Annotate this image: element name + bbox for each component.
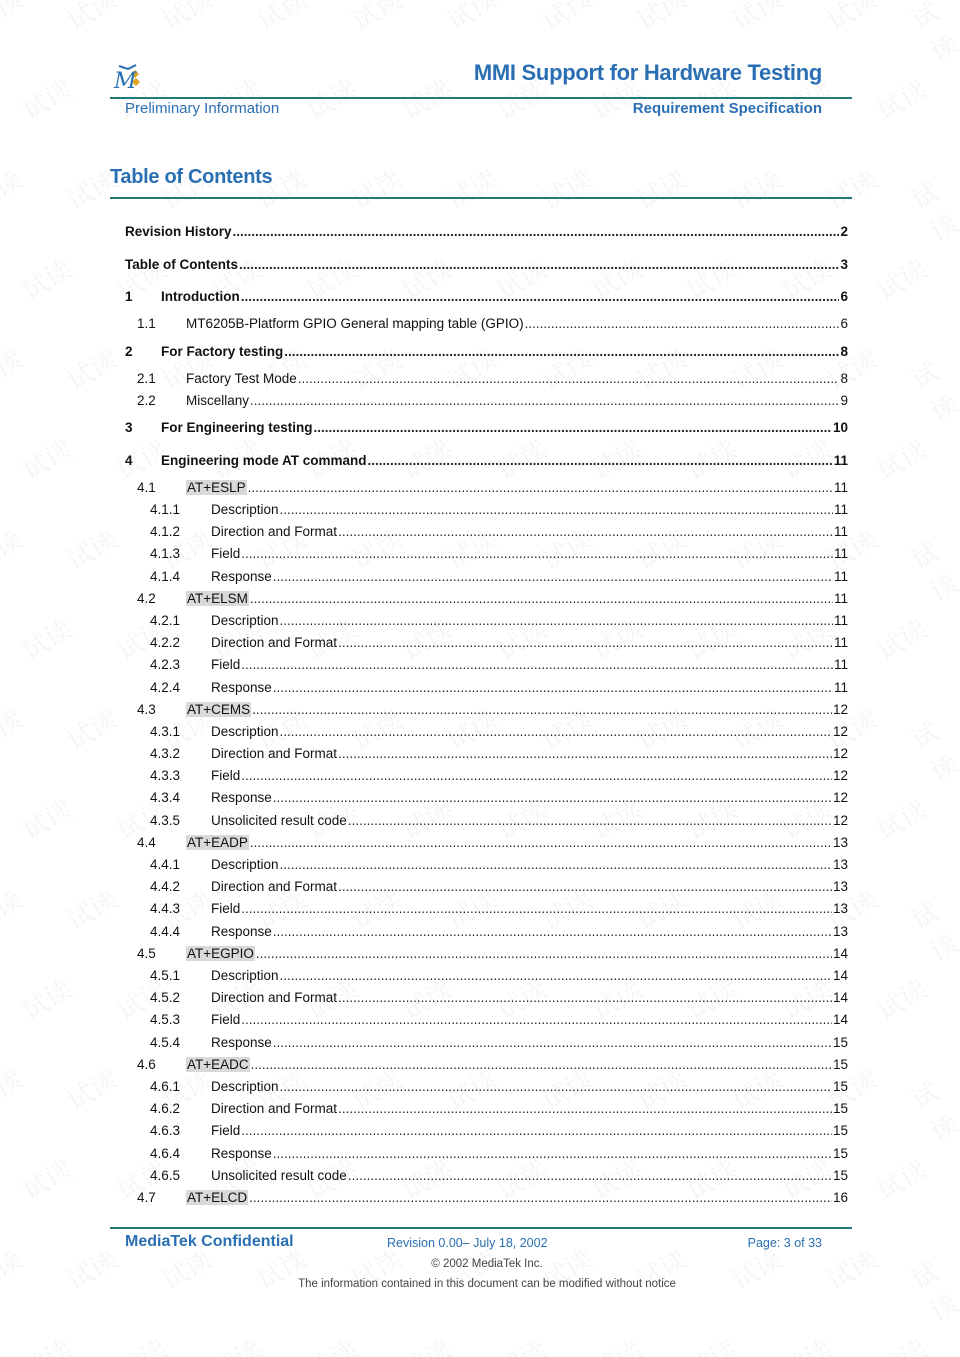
- toc-entry-title: Field: [211, 901, 241, 916]
- toc-entry-page: 11: [833, 591, 848, 606]
- toc-entry-title: AT+CEMS: [187, 702, 251, 717]
- toc-entry-page: 12: [832, 702, 848, 717]
- copyright-notice: © 2002 MediaTek Inc.: [431, 1258, 543, 1270]
- toc-entry[interactable]: [125, 657, 848, 677]
- page-number: Page: 3 of 33: [747, 1236, 822, 1250]
- toc-entry[interactable]: [125, 680, 848, 700]
- toc-dot-leader: [338, 524, 833, 539]
- toc-dot-leader: [273, 790, 832, 805]
- toc-entry-page: 13: [832, 901, 848, 916]
- toc-entry-number: 2.1: [137, 371, 156, 386]
- confidential-label: MediaTek Confidential: [125, 1233, 294, 1250]
- toc-entry-page: 6: [840, 289, 848, 304]
- toc-dot-leader: [338, 1101, 832, 1116]
- toc-entry-page: 14: [832, 1012, 848, 1027]
- toc-dot-leader: [280, 857, 832, 872]
- toc-entry-number: 4.3.3: [150, 768, 181, 783]
- toc-entry[interactable]: [125, 257, 848, 277]
- toc-entry-title: Table of Contents: [125, 257, 238, 272]
- toc-dot-leader: [284, 344, 839, 359]
- toc-entry-title: Response: [211, 924, 272, 939]
- toc-dot-leader: [314, 420, 832, 435]
- toc-entry-page: 13: [832, 835, 848, 850]
- toc-entry-number: 4.6: [137, 1057, 156, 1072]
- toc-dot-leader: [273, 680, 833, 695]
- toc-entry-page: 15: [832, 1035, 848, 1050]
- toc-entry-number: 1.1: [137, 316, 156, 331]
- toc-dot-leader: [248, 480, 833, 495]
- toc-entry-page: 12: [832, 768, 848, 783]
- toc-dot-leader: [241, 289, 840, 304]
- section-title: Table of Contents: [110, 166, 273, 188]
- toc-entry-number: 4.7: [137, 1190, 156, 1205]
- toc-entry-title: MT6205B-Platform GPIO General mapping table (GPIO): [186, 316, 524, 331]
- toc-entry-number: 4.2: [137, 591, 156, 606]
- toc-entry-page: 15: [832, 1168, 848, 1183]
- toc-entry[interactable]: [125, 879, 848, 899]
- toc-dot-leader: [241, 546, 833, 561]
- toc-entry-page: 11: [833, 502, 848, 517]
- toc-entry[interactable]: [125, 946, 848, 966]
- toc-dot-leader: [241, 901, 832, 916]
- toc-entry-number: 4.6.1: [150, 1079, 181, 1094]
- toc-entry-number: 2: [125, 344, 133, 359]
- footer-rule: [110, 1227, 852, 1229]
- toc-dot-leader: [241, 657, 833, 672]
- toc-entry-title: Description: [211, 502, 279, 517]
- toc-entry-page: 11: [833, 657, 848, 672]
- toc-entry-page: 2: [840, 224, 848, 239]
- toc-entry[interactable]: [125, 724, 848, 744]
- toc-entry-page: 15: [832, 1079, 848, 1094]
- toc-dot-leader: [250, 591, 833, 606]
- toc-entry-title: Engineering mode AT command: [161, 453, 367, 468]
- toc-entry-number: 4.5.2: [150, 990, 181, 1005]
- toc-entry-title: Response: [211, 1146, 272, 1161]
- toc-entry[interactable]: [125, 835, 848, 855]
- preliminary-label: Preliminary Information: [125, 100, 280, 117]
- toc-entry-page: 10: [832, 420, 848, 435]
- toc-entry-page: 12: [832, 790, 848, 805]
- toc-dot-leader: [233, 224, 840, 239]
- logo-letter: M: [114, 69, 137, 94]
- toc-entry-number: 4: [125, 453, 133, 468]
- toc-entry-title: Unsolicited result code: [211, 1168, 347, 1183]
- toc-entry[interactable]: [125, 1146, 848, 1166]
- toc-entry-page: 16: [832, 1190, 848, 1205]
- toc-dot-leader: [249, 1190, 832, 1205]
- toc-entry-page: 11: [833, 480, 848, 495]
- toc-entry[interactable]: [125, 1101, 848, 1121]
- toc-entry-title: Field: [211, 1012, 241, 1027]
- toc-entry-title: AT+EADC: [187, 1057, 249, 1072]
- toc-entry-number: 4.4.1: [150, 857, 181, 872]
- toc-entry-number: 4.4: [137, 835, 156, 850]
- toc-entry-page: 11: [833, 613, 848, 628]
- toc-entry-number: 4.2.4: [150, 680, 181, 695]
- toc-entry-number: 4.3.1: [150, 724, 181, 739]
- toc-entry-number: 4.1.2: [150, 524, 181, 539]
- toc-entry-page: 11: [833, 569, 848, 584]
- toc-entry[interactable]: [125, 746, 848, 766]
- toc-entry[interactable]: [125, 968, 848, 988]
- toc-dot-leader: [251, 1057, 832, 1072]
- toc-dot-leader: [241, 768, 832, 783]
- toc-entry-number: 4.6.5: [150, 1168, 181, 1183]
- toc-entry-page: 14: [832, 946, 848, 961]
- spec-type-label: Requirement Specification: [632, 100, 822, 117]
- toc-entry-title: AT+EADP: [187, 835, 248, 850]
- toc-entry-page: 9: [840, 393, 848, 408]
- toc-dot-leader: [241, 1012, 832, 1027]
- toc-entry-number: 4.6.3: [150, 1123, 181, 1138]
- toc-entry-page: 11: [833, 680, 848, 695]
- toc-entry[interactable]: [125, 1057, 848, 1077]
- toc-dot-leader: [298, 371, 840, 386]
- toc-entry-title: Factory Test Mode: [186, 371, 297, 386]
- toc-entry-title: Description: [211, 613, 279, 628]
- toc-entry-number: 3: [125, 420, 133, 435]
- toc-entry-title: Unsolicited result code: [211, 813, 347, 828]
- toc-entry[interactable]: [125, 613, 848, 633]
- toc-dot-leader: [338, 879, 832, 894]
- toc-entry-page: 15: [832, 1146, 848, 1161]
- toc-entry-number: 4.6.4: [150, 1146, 181, 1161]
- toc-entry-page: 15: [832, 1057, 848, 1072]
- toc-dot-leader: [280, 724, 832, 739]
- toc-entry-title: Revision History: [125, 224, 232, 239]
- toc-dot-leader: [273, 1146, 832, 1161]
- toc-entry[interactable]: [125, 924, 848, 944]
- toc-entry-page: 12: [832, 813, 848, 828]
- toc-dot-leader: [338, 990, 832, 1005]
- toc-entry-number: 4.3.2: [150, 746, 181, 761]
- toc-entry[interactable]: [125, 1190, 848, 1210]
- toc-entry-page: 8: [840, 371, 848, 386]
- toc-entry-number: 4.5.1: [150, 968, 181, 983]
- toc-entry[interactable]: [125, 790, 848, 810]
- toc-entry[interactable]: [125, 371, 848, 391]
- toc-entry-title: Response: [211, 680, 272, 695]
- toc-dot-leader: [273, 569, 833, 584]
- modification-notice: The information contained in this document can be modified without notice: [298, 1278, 676, 1290]
- toc-entry-title: Response: [211, 790, 272, 805]
- toc-entry-title: For Factory testing: [161, 344, 284, 359]
- toc-entry[interactable]: [125, 393, 848, 413]
- toc-entry-title: Field: [211, 546, 241, 561]
- toc-entry[interactable]: [125, 502, 848, 522]
- toc-entry-number: 4.2.1: [150, 613, 181, 628]
- toc-entry-number: 4.2.3: [150, 657, 181, 672]
- toc-entry-title: Direction and Format: [211, 879, 338, 894]
- toc-dot-leader: [280, 613, 833, 628]
- toc-entry[interactable]: [125, 546, 848, 566]
- toc-entry-number: 4.3: [137, 702, 156, 717]
- toc-dot-leader: [280, 502, 833, 517]
- toc-entry-title: Direction and Format: [211, 1101, 338, 1116]
- toc-entry[interactable]: [125, 813, 848, 833]
- toc-dot-leader: [338, 635, 833, 650]
- toc-entry-number: 4.5.4: [150, 1035, 181, 1050]
- toc-entry-title: AT+ESLP: [187, 480, 246, 495]
- toc-entry-number: 4.4.3: [150, 901, 181, 916]
- toc-dot-leader: [239, 257, 839, 272]
- document-title: MMI Support for Hardware Testing: [473, 60, 822, 85]
- toc-entry-page: 8: [840, 344, 848, 359]
- toc-entry-page: 15: [832, 1123, 848, 1138]
- toc-entry-page: 11: [833, 546, 848, 561]
- toc-entry-number: 2.2: [137, 393, 156, 408]
- toc-entry[interactable]: [125, 1012, 848, 1032]
- toc-entry-number: 4.6.2: [150, 1101, 181, 1116]
- toc-entry-title: Direction and Format: [211, 524, 338, 539]
- toc-entry-page: 11: [833, 635, 848, 650]
- toc-entry-title: Field: [211, 1123, 241, 1138]
- toc-entry-number: 4.3.4: [150, 790, 181, 805]
- toc-entry-number: 4.5: [137, 946, 156, 961]
- toc-entry[interactable]: [125, 1168, 848, 1188]
- toc-entry-title: Description: [211, 857, 279, 872]
- toc-entry[interactable]: [125, 990, 848, 1010]
- toc-entry[interactable]: [125, 591, 848, 611]
- toc-dot-leader: [256, 946, 832, 961]
- toc-entry-title: Introduction: [161, 289, 240, 304]
- toc-entry[interactable]: [125, 1123, 848, 1143]
- toc-entry-number: 4.2.2: [150, 635, 181, 650]
- toc-dot-leader: [348, 813, 832, 828]
- toc-entry-number: 4.1.3: [150, 546, 181, 561]
- toc-entry-title: For Engineering testing: [161, 420, 313, 435]
- toc-entry-title: AT+ELCD: [187, 1190, 248, 1205]
- toc-entry-number: 4.4.4: [150, 924, 181, 939]
- toc-entry-title: Direction and Format: [211, 746, 338, 761]
- toc-entry[interactable]: [125, 768, 848, 788]
- toc-entry-number: 4.1.4: [150, 569, 181, 584]
- toc-entry-title: Response: [211, 569, 272, 584]
- toc-entry[interactable]: [125, 316, 848, 336]
- toc-dot-leader: [252, 702, 832, 717]
- toc-entry-title: Description: [211, 1079, 279, 1094]
- toc-entry[interactable]: [125, 857, 848, 877]
- toc-dot-leader: [280, 968, 832, 983]
- toc-entry-page: 14: [832, 990, 848, 1005]
- toc-dot-leader: [241, 1123, 832, 1138]
- toc-entry-page: 13: [832, 879, 848, 894]
- toc-entry-number: 4.1: [137, 480, 156, 495]
- toc-entry[interactable]: [125, 224, 848, 244]
- toc-entry-title: Description: [211, 724, 279, 739]
- toc-entry-number: 4.3.5: [150, 813, 181, 828]
- toc-dot-leader: [280, 1079, 832, 1094]
- toc-entry[interactable]: [125, 702, 848, 722]
- toc-entry-page: 12: [832, 746, 848, 761]
- toc-entry[interactable]: [125, 1079, 848, 1099]
- toc-entry-page: 13: [832, 924, 848, 939]
- toc-entry[interactable]: [125, 289, 848, 309]
- toc-dot-leader: [273, 924, 832, 939]
- toc-entry-page: 6: [840, 316, 848, 331]
- toc-entry-title: Direction and Format: [211, 990, 338, 1005]
- toc-entry-number: 1: [125, 289, 133, 304]
- toc-entry-title: Direction and Format: [211, 635, 338, 650]
- toc-entry[interactable]: [125, 524, 848, 544]
- toc-entry-title: AT+EGPIO: [187, 946, 254, 961]
- toc-entry[interactable]: [125, 420, 848, 440]
- toc-entry-page: 11: [833, 524, 848, 539]
- toc-entry-page: 3: [840, 257, 848, 272]
- toc-entry-title: AT+ELSM: [187, 591, 248, 606]
- revision-label: Revision 0.00– July 18, 2002: [387, 1236, 548, 1250]
- toc-entry-number: 4.1.1: [150, 502, 181, 517]
- toc-entry[interactable]: [125, 1035, 848, 1055]
- toc-dot-leader: [273, 1035, 832, 1050]
- toc-entry-page: 14: [832, 968, 848, 983]
- toc-entry-number: 4.5.3: [150, 1012, 181, 1027]
- toc-dot-leader: [250, 393, 839, 408]
- toc-entry-title: Field: [211, 657, 241, 672]
- toc-entry-title: Response: [211, 1035, 272, 1050]
- toc-entry-page: 11: [833, 453, 848, 468]
- toc-entry-page: 15: [832, 1101, 848, 1116]
- toc-entry[interactable]: [125, 480, 848, 500]
- toc-entry-number: 4.4.2: [150, 879, 181, 894]
- toc-entry-title: Field: [211, 768, 241, 783]
- toc-entry-title: Description: [211, 968, 279, 983]
- toc-dot-leader: [525, 316, 840, 331]
- toc-entry[interactable]: [125, 453, 848, 473]
- toc-entry[interactable]: [125, 901, 848, 921]
- toc-entry[interactable]: [125, 569, 848, 589]
- toc-entry-title: Miscellany: [186, 393, 250, 408]
- toc-dot-leader: [348, 1168, 832, 1183]
- toc-entry-page: 12: [832, 724, 848, 739]
- toc-entry[interactable]: [125, 635, 848, 655]
- toc-dot-leader: [368, 453, 833, 468]
- toc-entry[interactable]: [125, 344, 848, 364]
- toc-dot-leader: [338, 746, 832, 761]
- toc-entry-page: 13: [832, 857, 848, 872]
- toc-dot-leader: [250, 835, 832, 850]
